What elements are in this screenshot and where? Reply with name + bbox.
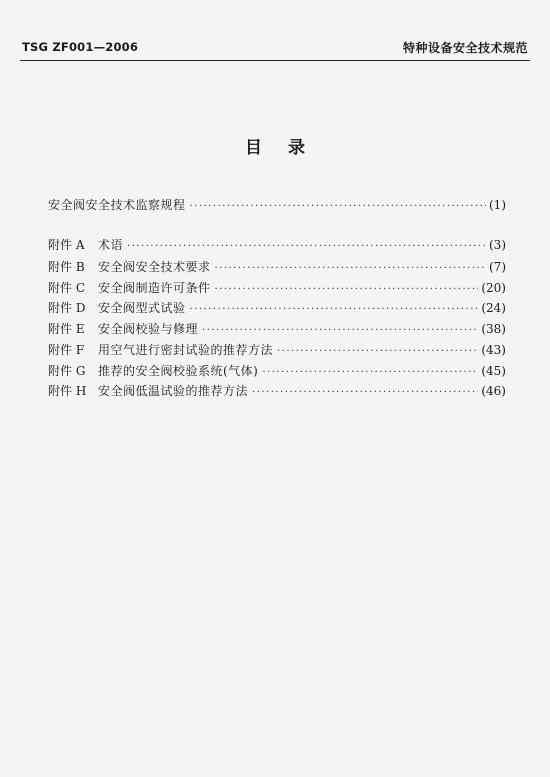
toc-entry-label: 用空气进行密封试验的推荐方法 — [98, 343, 274, 357]
toc-entry-prefix: 附件 F — [48, 343, 85, 357]
toc-entry-prefix: 附件 G — [48, 364, 86, 378]
toc-entry-page: (1) — [489, 198, 506, 212]
toc-leader-dots — [262, 364, 478, 382]
toc-entry-page: (46) — [481, 384, 506, 398]
toc-entry-appendix-a[interactable] — [48, 236, 506, 254]
toc-entry-prefix: 附件 C — [48, 281, 85, 295]
toc-leader-dots — [277, 343, 478, 361]
toc-entry-prefix: 附件 A — [48, 238, 85, 252]
toc-entry-page: (45) — [481, 364, 506, 378]
toc-entry-label: 安全阀制造许可条件 — [98, 281, 211, 295]
toc-leader-dots — [190, 198, 486, 216]
toc-entry-label: 安全阀低温试验的推荐方法 — [98, 384, 249, 398]
toc-entry-page: (3) — [489, 238, 506, 252]
toc-title: 目录 — [245, 138, 331, 158]
toc-leader-dots — [127, 238, 486, 256]
toc-entry-page: (20) — [481, 281, 506, 295]
toc-entry-appendix-c[interactable] — [48, 279, 506, 297]
page-header — [20, 36, 530, 61]
standard-code: TSG ZF001—2006 — [22, 40, 139, 54]
toc-entry-page: (7) — [489, 260, 506, 274]
toc-entry-prefix: 附件 D — [48, 301, 86, 315]
toc-entry-page: (24) — [481, 301, 506, 315]
toc-entry-page: (43) — [481, 343, 506, 357]
toc-leader-dots — [215, 281, 479, 299]
toc-entry-label: 安全阀安全技术要求 — [98, 260, 211, 274]
series-title: 特种设备安全技术规范 — [402, 41, 528, 55]
toc-entry-label: 安全阀型式试验 — [98, 301, 186, 315]
toc-entry-label: 术语 — [98, 238, 124, 252]
toc-entry-appendix-d[interactable] — [48, 299, 506, 317]
toc-entry-label: 推荐的安全阀校验系统(气体) — [98, 364, 259, 378]
toc-entry-appendix-f[interactable] — [48, 341, 506, 359]
toc-entry-appendix-e[interactable] — [48, 320, 506, 338]
toc-entry-appendix-h[interactable] — [48, 382, 506, 400]
toc-entry-appendix-g[interactable] — [48, 362, 506, 380]
toc-leader-dots — [190, 301, 479, 319]
toc-entry-label: 安全阀安全技术监察规程 — [48, 198, 186, 212]
toc-leader-dots — [252, 384, 478, 402]
toc-entry-label: 安全阀校验与修理 — [98, 322, 199, 336]
toc-leader-dots — [202, 322, 478, 340]
toc-entry-page: (38) — [481, 322, 506, 336]
toc-entry-main[interactable] — [48, 196, 506, 214]
toc-leader-dots — [215, 260, 486, 278]
toc-entry-prefix: 附件 H — [48, 384, 87, 398]
toc-entry-prefix: 附件 E — [48, 322, 85, 336]
toc-entry-prefix: 附件 B — [48, 260, 85, 274]
toc-entry-appendix-b[interactable] — [48, 258, 506, 276]
